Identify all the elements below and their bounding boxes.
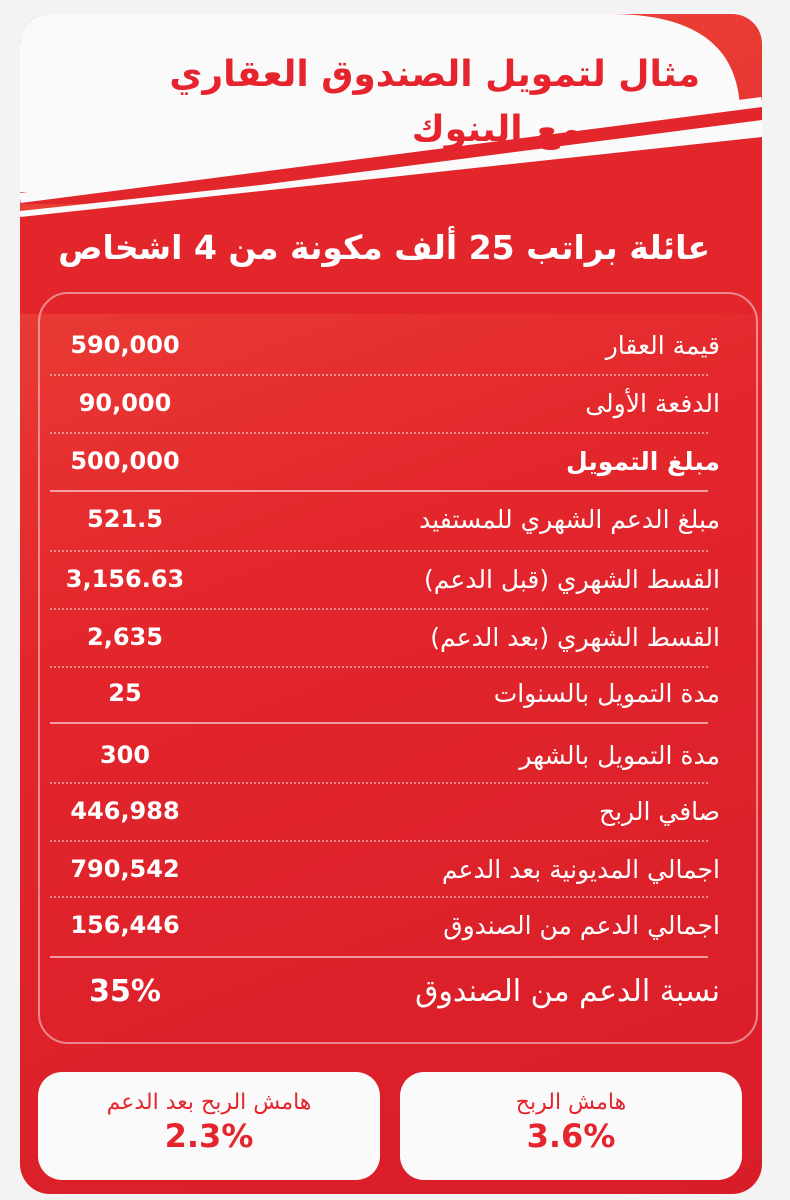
row-label: صافي الربح bbox=[598, 796, 720, 826]
row-label: مدة التمويل بالشهر bbox=[519, 740, 720, 770]
profit-margin-after-label: هامش الربح بعد الدعم bbox=[106, 1090, 312, 1115]
row-value: 521.5 bbox=[87, 505, 163, 533]
table-row bbox=[40, 664, 720, 722]
row-value: 300 bbox=[99, 741, 151, 769]
table-row bbox=[40, 840, 720, 898]
row-label: القسط الشهري (بعد الدعم) bbox=[430, 622, 720, 652]
profit-margin-box bbox=[400, 1072, 742, 1180]
profit-margin-after-box bbox=[38, 1072, 380, 1180]
row-separator bbox=[50, 956, 708, 958]
page-title: مثال لتمويل الصندوق العقاري bbox=[169, 54, 700, 95]
table-row bbox=[40, 608, 720, 666]
row-separator bbox=[50, 722, 708, 724]
family-subtitle: عائلة براتب 25 ألف مكونة من 4 اشخاص bbox=[58, 228, 710, 267]
row-value: 35% bbox=[89, 973, 161, 1009]
row-value: 790,542 bbox=[70, 855, 180, 883]
row-label: مبلغ الدعم الشهري للمستفيد bbox=[419, 504, 720, 534]
row-label: قيمة العقار bbox=[605, 330, 720, 360]
table-row bbox=[40, 490, 720, 548]
row-label: اجمالي المديونية بعد الدعم bbox=[441, 854, 720, 884]
row-label: القسط الشهري (قبل الدعم) bbox=[423, 564, 720, 594]
row-value: 156,446 bbox=[70, 911, 180, 939]
row-value: 446,988 bbox=[70, 797, 180, 825]
row-label: مدة التمويل بالسنوات bbox=[493, 678, 720, 708]
row-value: 590,000 bbox=[70, 331, 180, 359]
page-title-line2: مع البنوك bbox=[411, 109, 582, 150]
row-label: الدفعة الأولى bbox=[585, 388, 720, 418]
row-label: اجمالي الدعم من الصندوق bbox=[443, 910, 720, 940]
row-value: 2,635 bbox=[87, 623, 163, 651]
profit-margin-after-value: 2.3% bbox=[164, 1117, 254, 1155]
row-label: مبلغ التمويل bbox=[566, 446, 720, 476]
row-value: 500,000 bbox=[70, 447, 180, 475]
table-row bbox=[40, 374, 720, 432]
table-row bbox=[40, 782, 720, 840]
table-row bbox=[40, 726, 720, 784]
row-value: 90,000 bbox=[78, 389, 172, 417]
info-card bbox=[20, 14, 762, 1194]
table-row bbox=[40, 896, 720, 954]
profit-margin-value: 3.6% bbox=[526, 1117, 616, 1155]
profit-margin-label: هامش الربح bbox=[515, 1090, 627, 1115]
example-number: مثال رقم :3 bbox=[609, 162, 722, 187]
table-row-total bbox=[40, 962, 720, 1020]
table-row bbox=[40, 550, 720, 608]
row-value: 3,156.63 bbox=[65, 565, 185, 593]
row-value: 25 bbox=[108, 679, 142, 707]
table-row bbox=[40, 316, 720, 374]
row-label: نسبة الدعم من الصندوق bbox=[415, 973, 720, 1009]
table-row bbox=[40, 432, 720, 490]
